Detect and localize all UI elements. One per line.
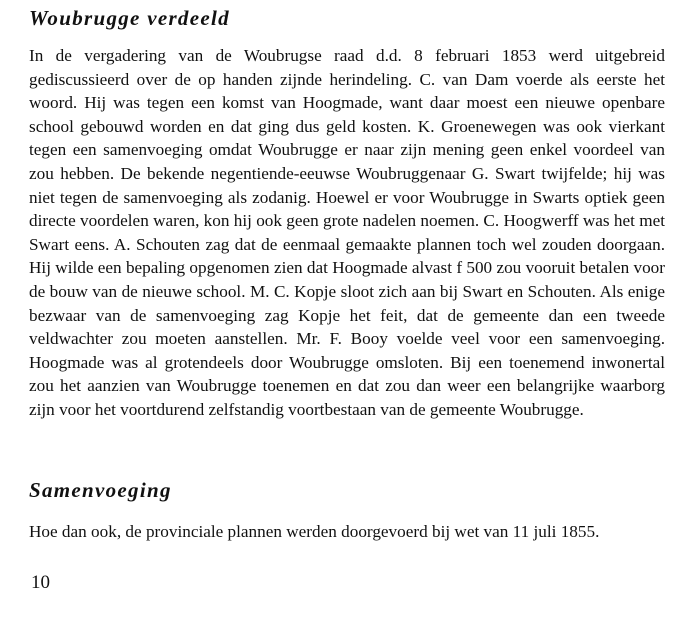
section-paragraph: In de vergadering van de Woubrugse raad d.d. 8 februari 1853 werd uitgebreid gediscussieerd over de op handen zijnde herindeling. C. van Dam voerde als eerste het woord. Hij was tegen een komst van Hoogmade, want daar moest een nieuwe openbare school gebouwd worden en dat ging dus geld kosten. K. Groenewegen was ook vierkant tegen een samenvoeging omdat Woubrugge er naar zijn mening geen enkel voordeel van zou hebben. De bekende negentiende-eeuwse Woubruggenaar G. Swart twijfelde; hij was niet tegen de samenvoeging als zodanig. Hoewel er voor Woubrugge in Swarts optiek geen directe voordelen waren, kon hij ook geen grote nadelen noemen. C. Hoogwerff was het met Swart eens. A. Schouten zag dat de eenmaal gemaakte plannen toch wel zouden doorgaan. Hij wilde een bepaling opgenomen zien dat Hoogmade alvast f 500 zou vooruit betalen voor de bouw van de nieuwe school. M. C. Kopje sloot zich aan bij Swart en Schouten. Als enige bezwaar van de samenvoeging zag Kopje het feit, dat de gemeente dan een tweede veldwachter zou moeten aanstellen. Mr. F. Booy voelde veel voor een samenvoeging. Hoogmade was al grotendeels door Woubrugge omsloten. Bij een toenemend inwonertal zou het aanzien van Woubrugge toenemen en dat zou dan weer een belangrijke waarborg zijn voor het voortdurend zelfstandig voortbestaan van de gemeente Woubrugge. [29,46,665,419]
section-paragraph: Hoe dan ook, de provinciale plannen werden doorgevoerd bij wet van 11 juli 1855. [29,522,600,541]
section-heading-samenvoeging: Samenvoeging [29,478,172,502]
section-heading-woubrugge-verdeeld: Woubrugge verdeeld [29,6,230,30]
page-number: 10 [31,572,50,593]
